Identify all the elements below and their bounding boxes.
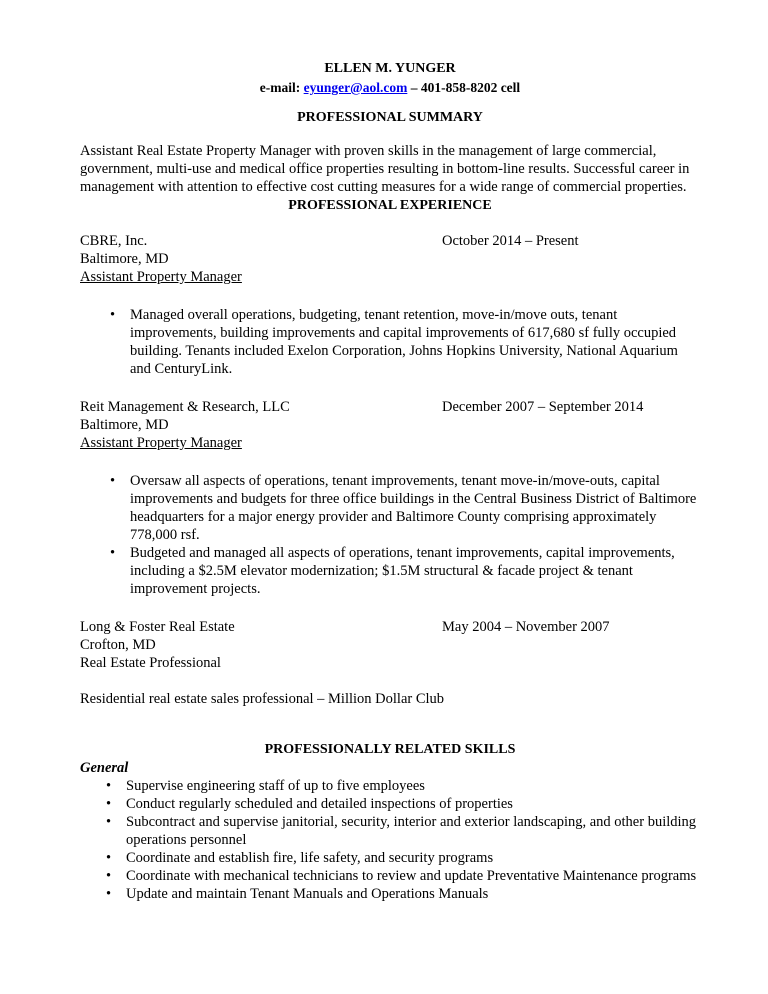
job-location: Crofton, MD xyxy=(80,637,156,653)
skill-item: • Coordinate with mechanical technicians to review and update Preventative Maintenance programs xyxy=(80,867,700,885)
experience-heading: PROFESSIONAL EXPERIENCE xyxy=(288,198,492,213)
job-header xyxy=(80,232,700,250)
job-company: CBRE, Inc. xyxy=(80,233,148,249)
job-bullets xyxy=(80,472,700,598)
job-bullet: • Oversaw all aspects of operations, tenant improvements, tenant move-in/move-outs, capital improvements and budgets for three office buildings in the Central Business District of Baltimore headquarters for a major energy provider and Baltimore County comprising approximately 778,000 rsf. xyxy=(80,472,700,544)
job-entry xyxy=(80,398,700,598)
skills-subheading: General xyxy=(80,760,129,776)
job-dates: December 2007 – September 2014 xyxy=(442,399,644,415)
job-dates: May 2004 – November 2007 xyxy=(442,619,610,635)
phone-text: – 401-858-8202 cell xyxy=(410,80,521,95)
skills-heading: PROFESSIONALLY RELATED SKILLS xyxy=(264,742,516,757)
job-title: Assistant Property Manager xyxy=(80,269,242,285)
job-bullet: • Budgeted and managed all aspects of operations, tenant improvements, capital improvements, including a $2.5M elevator modernization; $1.5M structural & facade project & tenant improvement projects. xyxy=(80,544,700,598)
job-company: Reit Management & Research, LLC xyxy=(80,399,290,415)
job-location: Baltimore, MD xyxy=(80,251,169,267)
skill-item: • Coordinate and establish fire, life safety, and security programs xyxy=(80,849,700,867)
skill-item: • Subcontract and supervise janitorial, security, interior and exterior landscaping, and other building operations personnel xyxy=(80,813,700,849)
job-dates: October 2014 – Present xyxy=(442,233,579,249)
candidate-name: ELLEN M. YUNGER xyxy=(324,61,456,76)
job-bullet: • Managed overall operations, budgeting, tenant retention, move-in/move outs, tenant improvements, building improvements and capital improvements of 617,680 sf fully occupied building. Tenants included Exelon Corporation, Johns Hopkins University, National Aquarium and CenturyLink. xyxy=(80,306,700,378)
skill-item: • Conduct regularly scheduled and detailed inspections of properties xyxy=(80,795,700,813)
email-link[interactable]: eyunger@aol.com xyxy=(303,80,408,95)
job-header xyxy=(80,618,700,636)
job-location: Baltimore, MD xyxy=(80,417,169,433)
summary-text: Assistant Real Estate Property Manager with proven skills in the management of large commercial, government, multi-use and medical office properties resulting in bottom-line results. Successful career in management with attention to effective cost cutting measures for a wide range of commercial properties. xyxy=(80,143,690,195)
skills-list xyxy=(80,777,700,903)
job-entry xyxy=(80,618,700,708)
job-entry xyxy=(80,232,700,378)
email-label: e-mail: xyxy=(259,80,301,95)
job-bullets xyxy=(80,306,700,378)
job-header xyxy=(80,398,700,416)
resume-page xyxy=(80,60,700,903)
job-description: Residential real estate sales professional – Million Dollar Club xyxy=(80,691,445,707)
skill-item: • Supervise engineering staff of up to five employees xyxy=(80,777,700,795)
job-title: Assistant Property Manager xyxy=(80,435,242,451)
summary-heading: PROFESSIONAL SUMMARY xyxy=(297,110,483,125)
job-title: Real Estate Professional xyxy=(80,655,221,671)
job-company: Long & Foster Real Estate xyxy=(80,619,235,635)
contact-line xyxy=(80,79,700,97)
skill-item: • Update and maintain Tenant Manuals and Operations Manuals xyxy=(80,885,700,903)
